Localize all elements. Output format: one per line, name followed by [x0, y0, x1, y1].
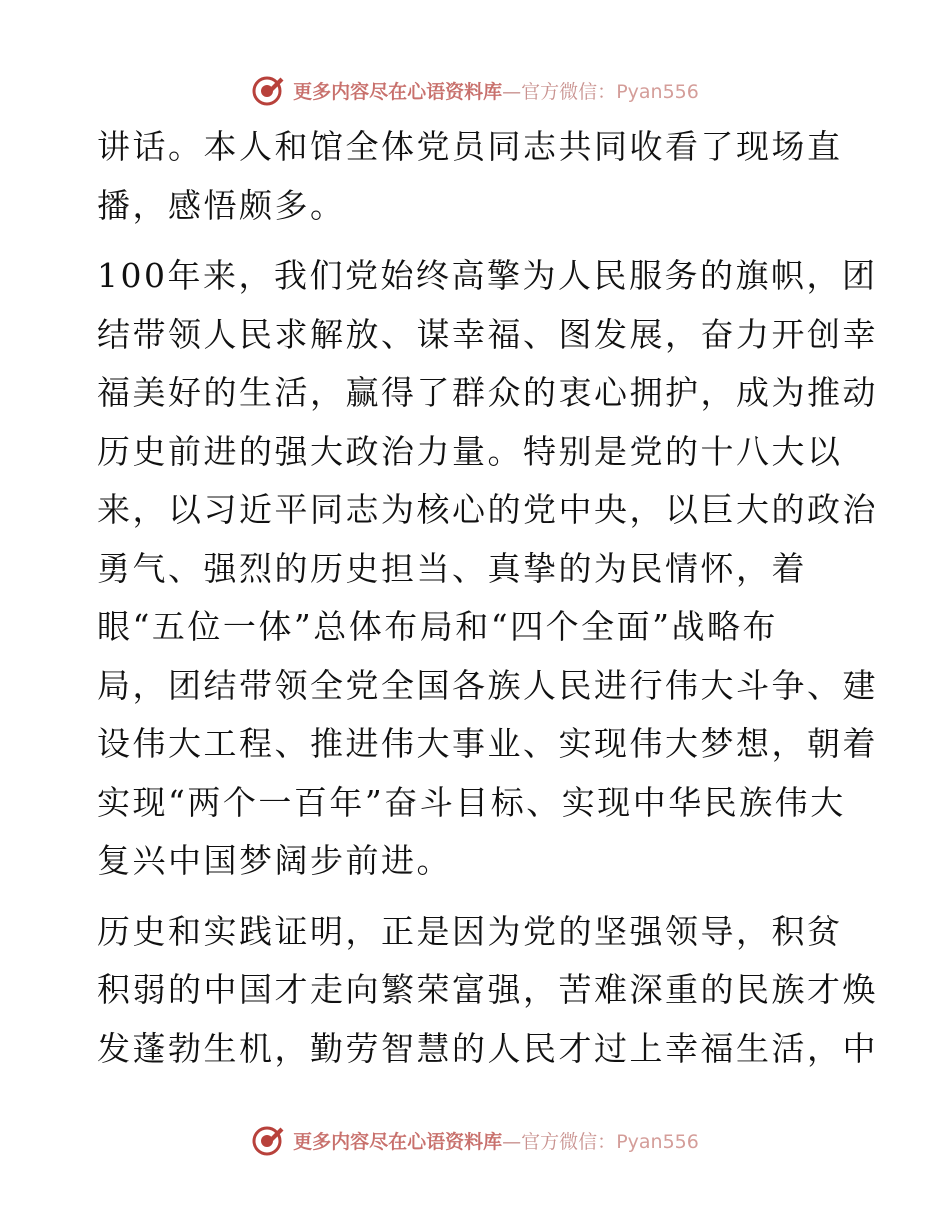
footer-banner-text: [293, 1127, 699, 1154]
pen-circle-logo-icon: [251, 1122, 287, 1158]
footer-banner-content: [251, 1122, 699, 1158]
footer-wechat-label: 官方微信：: [521, 1130, 617, 1153]
document-body: [97, 118, 878, 1078]
text-line: 勇气、强烈的历史担当、真挚的为民情怀，着: [97, 548, 807, 588]
footer-separator: —: [502, 1130, 522, 1153]
text-line: 来，以习近平同志为核心的党中央，以巨大的政治: [97, 490, 878, 529]
text-line: 结带领人民求解放、谋幸福、图发展，奋力开创幸: [97, 314, 878, 354]
text-line: 讲话。本人和馆全体党员同志共同收看了现场直: [97, 127, 843, 166]
pen-circle-logo-icon: [251, 72, 287, 108]
paragraph-1: [97, 118, 857, 235]
header-banner-content: [251, 72, 699, 108]
text-line: 历史前进的强大政治力量。特别是党的十八大以: [97, 431, 843, 471]
footer-wechat-id: Pyan556: [616, 1130, 699, 1153]
text-line: 眼“五位一体”总体布局和“四个全面”战略布: [97, 607, 778, 646]
header-wechat-label: 官方微信：: [521, 80, 617, 103]
text-line: 设伟大工程、推进伟大事业、实现伟大梦想，朝着: [97, 724, 878, 763]
text-line: 历史和实践证明，正是因为党的坚强领导，积贫: [97, 911, 843, 951]
text-line: 积弱的中国才走向繁荣富强，苦难深重的民族才焕: [97, 970, 878, 1009]
text-line: 播，感悟颇多。: [97, 185, 346, 225]
text-line: 局，团结带领全党全国各族人民进行伟大斗争、建: [97, 665, 878, 705]
footer-banner: [0, 1120, 950, 1160]
text-line: 福美好的生活，赢得了群众的衷心拥护，成为推动: [97, 373, 878, 412]
header-banner: [0, 70, 950, 110]
footer-brand-text: 更多内容尽在心语资料库: [293, 1130, 503, 1153]
text-line: 实现“两个一百年”奋斗目标、实现中华民族伟大: [97, 782, 846, 822]
text-line: 复兴中国梦阔步前进。: [97, 841, 452, 880]
paragraph-2: [97, 247, 878, 891]
text-line: 发蓬勃生机，勤劳智慧的人民才过上幸福生活，中: [97, 1028, 878, 1068]
header-separator: —: [502, 80, 522, 103]
header-wechat-id: Pyan556: [616, 80, 699, 103]
text-line: 100年来，我们党始终高擎为人民服务的旗帜，团: [97, 256, 878, 295]
paragraph-3: [97, 903, 878, 1079]
header-brand-text: 更多内容尽在心语资料库: [293, 80, 503, 103]
header-banner-text: [293, 77, 699, 104]
